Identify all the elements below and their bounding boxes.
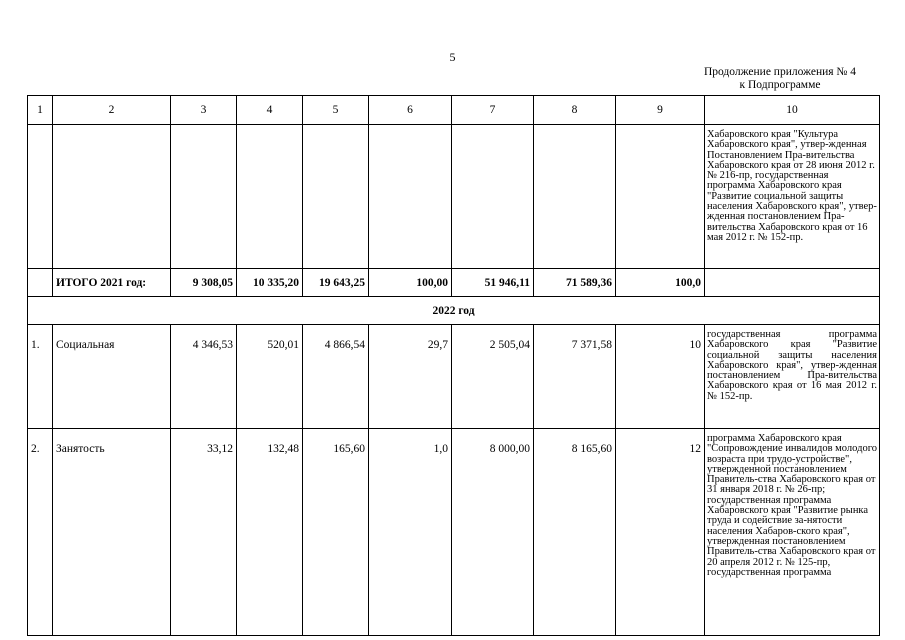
- appendix-line-2: к Подпрограмме: [739, 79, 821, 91]
- row-number: 1.: [28, 325, 53, 429]
- total-col8: 71 589,36: [534, 269, 616, 297]
- row-col6: 1,0: [369, 429, 452, 636]
- row-number: 2.: [28, 429, 53, 636]
- row-col8: 7 371,58: [534, 325, 616, 429]
- year-heading-row: [28, 297, 880, 325]
- total-2021-row: [28, 269, 880, 297]
- total-col6: 100,00: [369, 269, 452, 297]
- header-cell: 2: [53, 96, 171, 125]
- total-col4: 10 335,20: [237, 269, 303, 297]
- header-cell: 3: [171, 96, 237, 125]
- total-col5: 19 643,25: [303, 269, 369, 297]
- continuation-row: [28, 125, 880, 269]
- total-col9: 100,0: [616, 269, 705, 297]
- row-col9: 10: [616, 325, 705, 429]
- appendix-note: [680, 66, 880, 92]
- header-cell: 5: [303, 96, 369, 125]
- header-cell: 6: [369, 96, 452, 125]
- table-row: [28, 325, 880, 429]
- row-col7: 8 000,00: [452, 429, 534, 636]
- row-col7: 2 505,04: [452, 325, 534, 429]
- appendix-line-1: Продолжение приложения № 4: [703, 66, 857, 78]
- total-label: ИТОГО 2021 год:: [53, 269, 171, 297]
- allocation-table: [27, 95, 880, 636]
- header-cell: 10: [705, 96, 880, 125]
- total-col7: 51 946,11: [452, 269, 534, 297]
- header-cell: 4: [237, 96, 303, 125]
- page-number: 5: [449, 50, 456, 64]
- row-col4: 132,48: [237, 429, 303, 636]
- row-col5: 4 866,54: [303, 325, 369, 429]
- row-col3: 4 346,53: [171, 325, 237, 429]
- row-col5: 165,60: [303, 429, 369, 636]
- row-program-text: государственная программа Хабаровского края "Развитие социальной защиты населения Хабаровского края", утвер-жденная постановлением Пра-вительства Хабаровского края от 16 мая 2012 г. № 152-пр.: [705, 325, 880, 429]
- header-cell: 9: [616, 96, 705, 125]
- row-direction: Социальная: [53, 325, 171, 429]
- header-cell: 7: [452, 96, 534, 125]
- row-col9: 12: [616, 429, 705, 636]
- row-col8: 8 165,60: [534, 429, 616, 636]
- header-cell: 8: [534, 96, 616, 125]
- header-cell: 1: [28, 96, 53, 125]
- row-col6: 29,7: [369, 325, 452, 429]
- table-row: [28, 429, 880, 636]
- table-header-row: [28, 96, 880, 125]
- continuation-program-text: Хабаровского края "Культура Хабаровского края", утвер-жденная Постановлением Пра-вительства Хабаровского края от 28 июня 2012 г. № 216-пр, государственная программа Хабаровского края "Развитие социальной защиты населения Хабаровского края", утвер-жденная постановлением Пра-вительства Хабаровского края от 16 мая 2012 г. № 152-пр.: [705, 125, 880, 269]
- year-heading: 2022 год: [28, 297, 880, 325]
- row-direction: Занятость: [53, 429, 171, 636]
- row-col4: 520,01: [237, 325, 303, 429]
- row-program-text: программа Хабаровского края "Сопровождение инвалидов молодого возраста при трудо-устройстве", утвержденной постановлением Правитель-ства Хабаровского края от 31 января 2018 г. № 26-пр; государственная программа Хабаровского края "Развитие рынка труда и содействие за-нятости населения Хабаров-ского края", утвержденная постановлением Правитель-ства Хабаровского края от 20 апреля 2012 г. № 125-пр, государственная программа: [705, 429, 880, 636]
- total-col3: 9 308,05: [171, 269, 237, 297]
- row-col3: 33,12: [171, 429, 237, 636]
